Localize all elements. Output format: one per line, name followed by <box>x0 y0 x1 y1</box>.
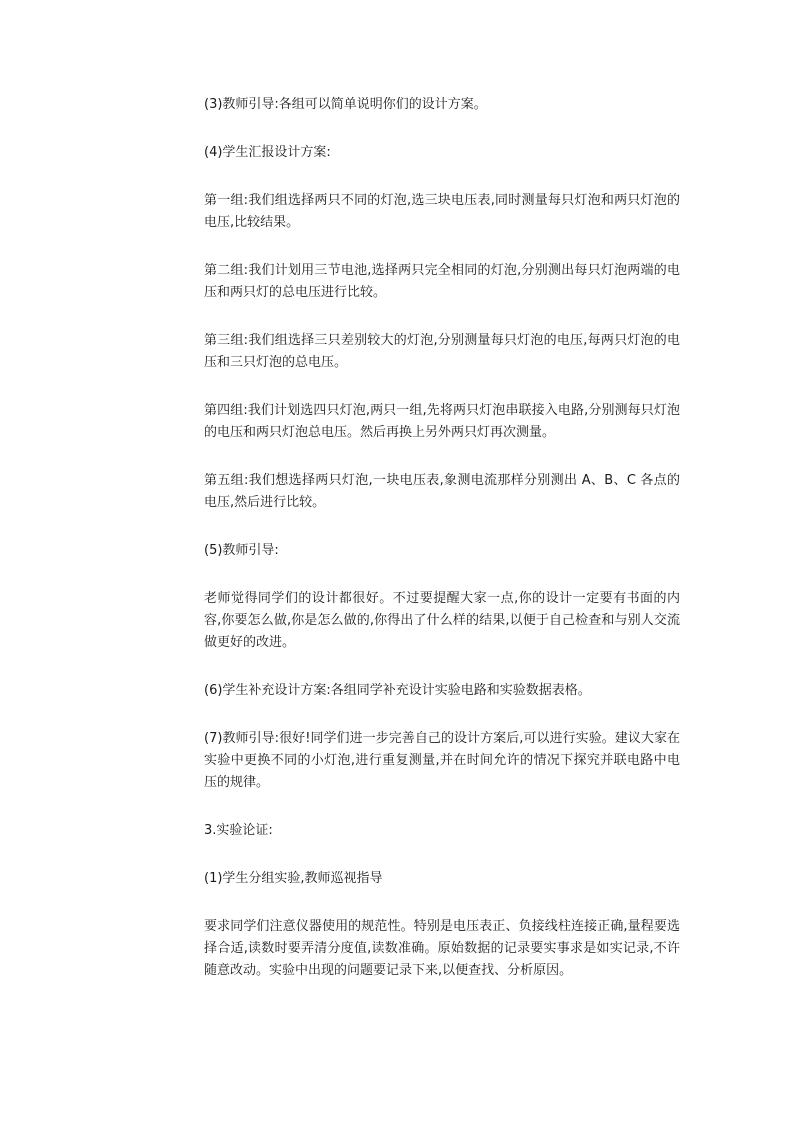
paragraph-group-2: 第二组:我们计划用三节电池,选择两只完全相同的灯泡,分别测出每只灯泡两端的电压和两只灯的总电压进行比较。 <box>204 263 680 300</box>
section-heading-experiment-argument: 3.实验论证: <box>204 823 273 838</box>
paragraph-group-experiment-1: (1)学生分组实验,教师巡视指导 <box>204 871 383 886</box>
paragraph-group-4: 第四组:我们计划选四只灯泡,两只一组,先将两只灯泡串联接入电路,分别测每只灯泡的电压和两只灯泡总电压。然后再换上另外两只灯再次测量。 <box>204 403 680 440</box>
document-body <box>204 94 680 982</box>
paragraph-teacher-guide-3: (3)教师引导:各组可以简单说明你们的设计方案。 <box>204 97 487 112</box>
paragraph-group-1: 第一组:我们组选择两只不同的灯泡,选三块电压表,同时测量每只灯泡和两只灯泡的电压,比较结果。 <box>204 193 680 230</box>
paragraph-group-3: 第三组:我们组选择三只差别较大的灯泡,分别测量每只灯泡的电压,每两只灯泡的电压和三只灯泡的总电压。 <box>204 333 680 370</box>
paragraph-student-supplement-6: (6)学生补充设计方案:各组同学补充设计实验电路和实验数据表格。 <box>204 683 591 698</box>
paragraph-teacher-guide-7: (7)教师引导:很好!同学们进一步完善自己的设计方案后,可以进行实验。建议大家在实验中更换不同的小灯泡,进行重复测量,并在时间允许的情况下探究并联电路中电压的规律。 <box>204 731 680 790</box>
paragraph-teacher-guide-5: (5)教师引导: <box>204 543 279 558</box>
paragraph-teacher-comment: 老师觉得同学们的设计都很好。不过要提醒大家一点,你的设计一定要有书面的内容,你要怎么做,你是怎么做的,你得出了什么样的结果,以便于自己检查和与别人交流做更好的改进。 <box>204 591 680 650</box>
paragraph-group-5: 第五组:我们想选择两只灯泡,一块电压表,象测电流那样分别测出 A、B、C 各点的电压,然后进行比较。 <box>204 473 680 510</box>
paragraph-requirements: 要求同学们注意仪器使用的规范性。特别是电压表正、负接线柱连接正确,量程要选择合适,读数时要弄清分度值,读数准确。原始数据的记录要实事求是如实记录,不许随意改动。实验中出现的问题要记录下来,以便查找、分析原因。 <box>204 919 680 978</box>
paragraph-student-report-4: (4)学生汇报设计方案: <box>204 145 331 160</box>
